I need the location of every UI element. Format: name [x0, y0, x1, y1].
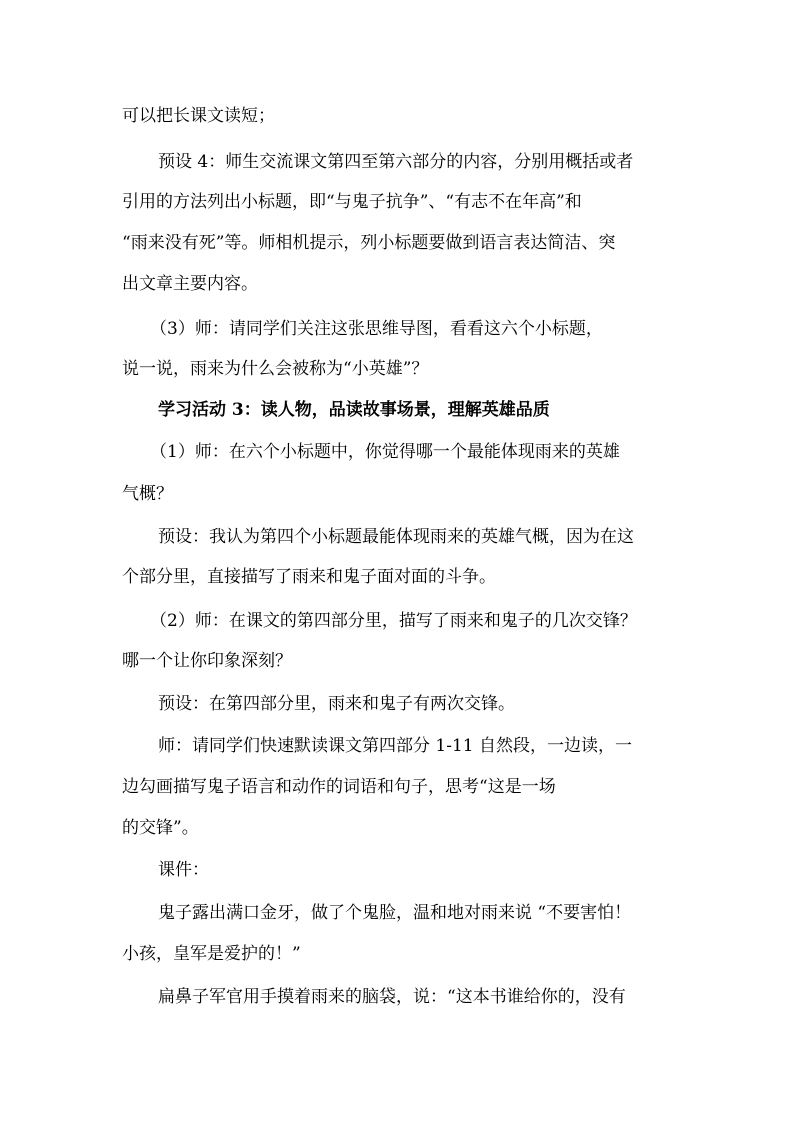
- text-line: 出文章主要内容。: [122, 274, 258, 294]
- text-line: （3）师：请同学们关注这张思维导图，看看这六个小标题，: [150, 319, 603, 339]
- text-line: 预设：在第四部分里，雨来和鬼子有两次交锋。: [158, 694, 515, 714]
- text-line: 的交锋”。: [122, 818, 199, 838]
- text-line: 鬼子露出满口金牙，做了个鬼脸，温和地对雨来说 “不要害怕！: [158, 903, 632, 923]
- text-line: 师：请同学们快速默读课文第四部分 1-11 自然段，一边读，一: [158, 736, 632, 756]
- text-line: 边勾画描写鬼子语言和动作的词语和句子，思考“这是一场: [122, 777, 556, 797]
- text-line: 预设：我认为第四个小标题最能体现雨来的英雄气概，因为在这: [158, 527, 634, 547]
- text-line: 预设 4：师生交流课文第四至第六部分的内容，分别用概括或者: [158, 152, 634, 172]
- text-line: 小孩，皇军是爱护的！”: [122, 944, 301, 964]
- text-line: 说一说，雨来为什么会被称为“小英雄”？: [122, 359, 429, 379]
- text-line: （2）师：在课文的第四部分里，描写了雨来和鬼子的几次交锋？: [150, 611, 637, 631]
- text-line: 扁鼻子军官用手摸着雨来的脑袋，说：“这本书谁给你的，没有: [158, 987, 626, 1007]
- text-line: 哪一个让你印象深刻？: [122, 651, 292, 671]
- section-heading: 学习活动 3：读人物，品读故事场景，理解英雄品质: [158, 400, 550, 420]
- text-line: 课件：: [158, 860, 209, 880]
- text-line: 可以把长课文读短；: [122, 106, 275, 126]
- text-line: “雨来没有死”等。师相机提示，列小标题要做到语言表达简洁、突: [122, 233, 616, 253]
- text-line: 引用的方法列出小标题，即“与鬼子抗争”、“有志不在年高”和: [122, 192, 582, 212]
- text-line: 气概？: [122, 484, 173, 504]
- text-line: 个部分里，直接描写了雨来和鬼子面对面的斗争。: [122, 567, 496, 587]
- text-line: （1）师：在六个小标题中，你觉得哪一个最能体现雨来的英雄: [150, 442, 620, 462]
